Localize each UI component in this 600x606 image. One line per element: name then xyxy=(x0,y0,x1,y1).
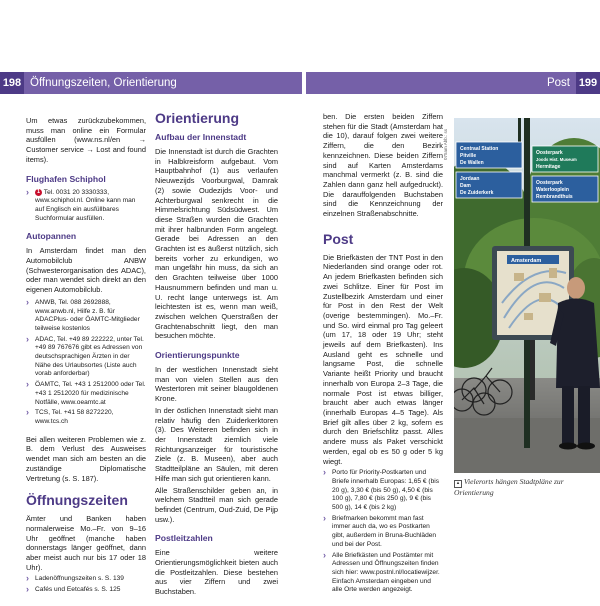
right-page-header xyxy=(306,72,600,94)
left-page-title: Öffnungszeiten, Orientierung xyxy=(30,77,177,89)
aufbau-heading: Aufbau der Innenstadt xyxy=(155,132,247,142)
post-heading: Post xyxy=(323,230,354,247)
oeffnungszeiten-text: Ämter und Banken haben normalerweise Mo.–Fr. von 9–16 Uhr geöffnet (manche haben donnerstags länger geöffnet, dann aber meist auch nur bis 17 oder 18 Uhr). xyxy=(26,514,146,572)
orientierungspunkte-text-2: In der östlichen Innenstadt sieht man relativ häufig den Zuiderkerktoren (3). Des Weiteren befinden sich in der Innenstadt ziemlich viele Richtungsanzeiger für touristische Ziele (z. B. Museen), aber auch Stadtteilpläne an Säulen, mit deren Hilfe man sich gut orientieren kann. xyxy=(155,405,278,483)
map-board-title: Amsterdam xyxy=(511,258,542,264)
autopannen-heading: Autopannen xyxy=(26,231,77,242)
postleitzahlen-continued: ben. Die ersten beiden Ziffern stehen für die Stadt (Amsterdam hat die 10), darauf folgen zwei weitere Ziffern, die den Bezirk kennzeichnen. Diese beiden Ziffern sind auf Karten Amsterdams manchmal vermerkt (z. B. sind die Zahlen dann ganz hell aufgedruckt). Die darauffolgenden Buchstaben sind die Kennzeichnung der einzelnen Straßenabschnitte. xyxy=(323,112,443,219)
left-page-header xyxy=(0,72,302,94)
list-item: › Ladenöffnungszeiten s. S. 139 xyxy=(26,575,146,584)
photo-credit: 075am Abb.: ss xyxy=(443,128,448,160)
orientierungspunkte-text-3: Alle Straßenschilder geben an, in welchem Stadtteil man sich gerade befindet (Centrum, Oud-Zuid, De Pijp usw.). xyxy=(155,485,278,524)
left-page-number: 198 xyxy=(0,72,24,94)
orientierungspunkte-text-1: In der westlichen Innenstadt sieht man von vielen Stellen aus den Westertoren mit seiner blaugoldenen Krone. xyxy=(155,365,278,404)
oeffnungszeiten-list xyxy=(26,575,146,594)
svg-text:Rembrandthuis: Rembrandthuis xyxy=(536,194,573,200)
sign-centraal-station: Centraal Station xyxy=(460,146,499,152)
photo-caption: ▴ Vielerorts hängen Stadtpläne zur Orientierung xyxy=(454,477,564,497)
right-text-column xyxy=(323,112,443,603)
left-column xyxy=(26,116,146,603)
orientierungspunkte-heading: Orientierungspunkte xyxy=(155,350,240,361)
middle-column xyxy=(155,110,278,606)
svg-text:De Wallen: De Wallen xyxy=(460,160,484,166)
postleitzahlen-text: Eine weitere Orientierungsmöglichkeit bieten auch die Postleitzahlen. Diese bestehen aus vier Ziffern und zwei Buchstaben. xyxy=(155,548,278,597)
post-list xyxy=(323,469,443,595)
right-page-title: Post xyxy=(546,77,570,89)
list-item: › TCS, Tel. +41 58 8272220, www.tcs.ch xyxy=(26,409,146,426)
orientierung-heading: Orientierung xyxy=(155,110,240,126)
map-marker-icon: 1 xyxy=(37,188,41,195)
aufbau-text: Die Innenstadt ist durch die Grachten in Halbkreisform aufgebaut. Vom Hauptbahnhof (1) aus verlaufen Nieuwezijds Voorburgwal, Damrak (2) sowie Oudezijds Voor- und Achterburgwal senkrecht in die Himmelsrichtung Südsüdwest. Um diese Straßen wurden die Grachten mit ihrer halbrunden Form angelegt. Gerade bei Adressen an den Grachten ist es äußerst nützlich, sich bereits vorher zu erkundigen, wo man ungefähr hin muss, da sich an den Grachten teilweise über 1000 Hausnummern befinden und man u. U. recht lange unterwegs ist. Am leichtesten ist es, wenn man weiß, zwischen welchen Querstraßen der Grachtenabschnitt liegt, den man besuchen möchte. xyxy=(155,147,278,341)
autopannen-text: In Amsterdam findet man den Automobilclub ANBW (Schwesterorganisation des ADAC), oder man wendet sich direkt an den eigenen Automobilclub. xyxy=(26,246,146,295)
sign-waterlooplein: Oosterpark xyxy=(536,180,563,186)
list-item: › ÖAMTC, Tel. +43 1 2512000 oder Tel. +43 1 2512020 für medizinische Notfälle, www.oeamtc.at xyxy=(26,381,146,407)
problems-text: Bei allen weiteren Problemen wie z. B. dem Verlust des Ausweises wendet man sich am besten an die zuständige Diplomatische Vertretung (s. S. 187). xyxy=(26,434,146,483)
svg-text:De Zuiderkerk: De Zuiderkerk xyxy=(460,190,494,196)
list-item: › Briefmarken bekommt man fast immer auch da, wo es Postkarten gibt, außerdem in Bruna-Buchläden und bei der Post. xyxy=(323,515,443,550)
right-page-number: 199 xyxy=(576,72,600,94)
list-item: › Alle Briefkästen und Postämter mit Adressen und Öffnungszeiten finden sich hier: www.postnl.nl/locatiewijzer. Einfach Amsterdam eingeben und alle Orte werden angezeigt. xyxy=(323,552,443,596)
svg-text:Pitville: Pitville xyxy=(460,153,477,159)
list-item: › Cafés und Eetcafés s. S. 125 xyxy=(26,586,146,595)
caption-icon: ▴ xyxy=(454,480,462,488)
lost-found-text: Um etwas zurückzubekommen, muss man online ein Formular ausfüllen (www.ns.nl/en → Customer service → Lost and found items). xyxy=(26,116,146,164)
postleitzahlen-heading: Postleitzahlen xyxy=(155,533,213,544)
schiphol-heading: Flughafen Schiphol xyxy=(26,173,106,184)
post-text: Die Briefkästen der TNT Post in den Niederlanden sind orange oder rot. An jedem Briefkasten befinden sich zwei Schlitze. Einer für Post im Zustellbezirk Amsterdam und einer für Post in den Rest der Welt (overige bestemmingen). Mo.–Fr. und So. wird einmal pro Tag geleert (um 17, 18 oder 19 Uhr; steht jeweils auf dem Briefkasten). Ins Ausland geht es schnelle und langsame Post, die schnelle Variante heißt Priority und braucht innerhalb von Europa 2–3 Tage, die normale Post ist etwas billiger, braucht aber auch etwas länger (innerhalb Europas 4–5 Tage). Als Brief gilt alles über 2 kg, sofern es durch den Briefschlitz passt. Alles andere muss als Paket verschickt werden, egal ob es 50 g oder 5 kg wiegt. xyxy=(323,252,443,466)
list-item: › ADAC, Tel. +49 89 222222, unter Tel. +49 89 767676 gibt es Adressen von deutschsprachigen Ärzten in der Nähe des Urlaubsortes (Liste auch vorab anforderbar) xyxy=(26,336,146,380)
sign-oosterpark: Oosterpark xyxy=(536,150,563,156)
street-signs-photo xyxy=(454,118,600,473)
svg-text:Waterlooplein: Waterlooplein xyxy=(536,187,569,193)
svg-text:Dam: Dam xyxy=(460,183,471,189)
list-item: › Porto für Priority-Postkarten und Briefe innerhalb Europas: 1,65 € (bis 20 g), 3,30 € (bis 50 g), 4,50 € (bis 100 g), 7,80 € (bis 250 g), 9 € (bis 500 g), 14 € (bis 2 kg) xyxy=(323,469,443,513)
autopannen-list xyxy=(26,299,146,427)
schiphol-list xyxy=(26,189,146,224)
svg-text:Hermitage: Hermitage xyxy=(536,164,561,170)
oeffnungszeiten-heading: Öffnungszeiten xyxy=(26,492,128,509)
list-item: › ANWB, Tel. 088 2692888, www.anwb.nl, Hilfe z. B. für ADACPlus- oder ÖAMTC-Mitglieder teilweise kostenlos xyxy=(26,299,146,334)
list-item: › 1 Tel. 0031 20 3330333, www.schiphol.nl. Online kann man auf Englisch ein ausfüllbares Suchformular ausfüllen. xyxy=(26,189,146,224)
svg-text:Joods Hist. Museum: Joods Hist. Museum xyxy=(536,157,577,162)
sign-jordaan: Jordaan xyxy=(460,176,480,182)
